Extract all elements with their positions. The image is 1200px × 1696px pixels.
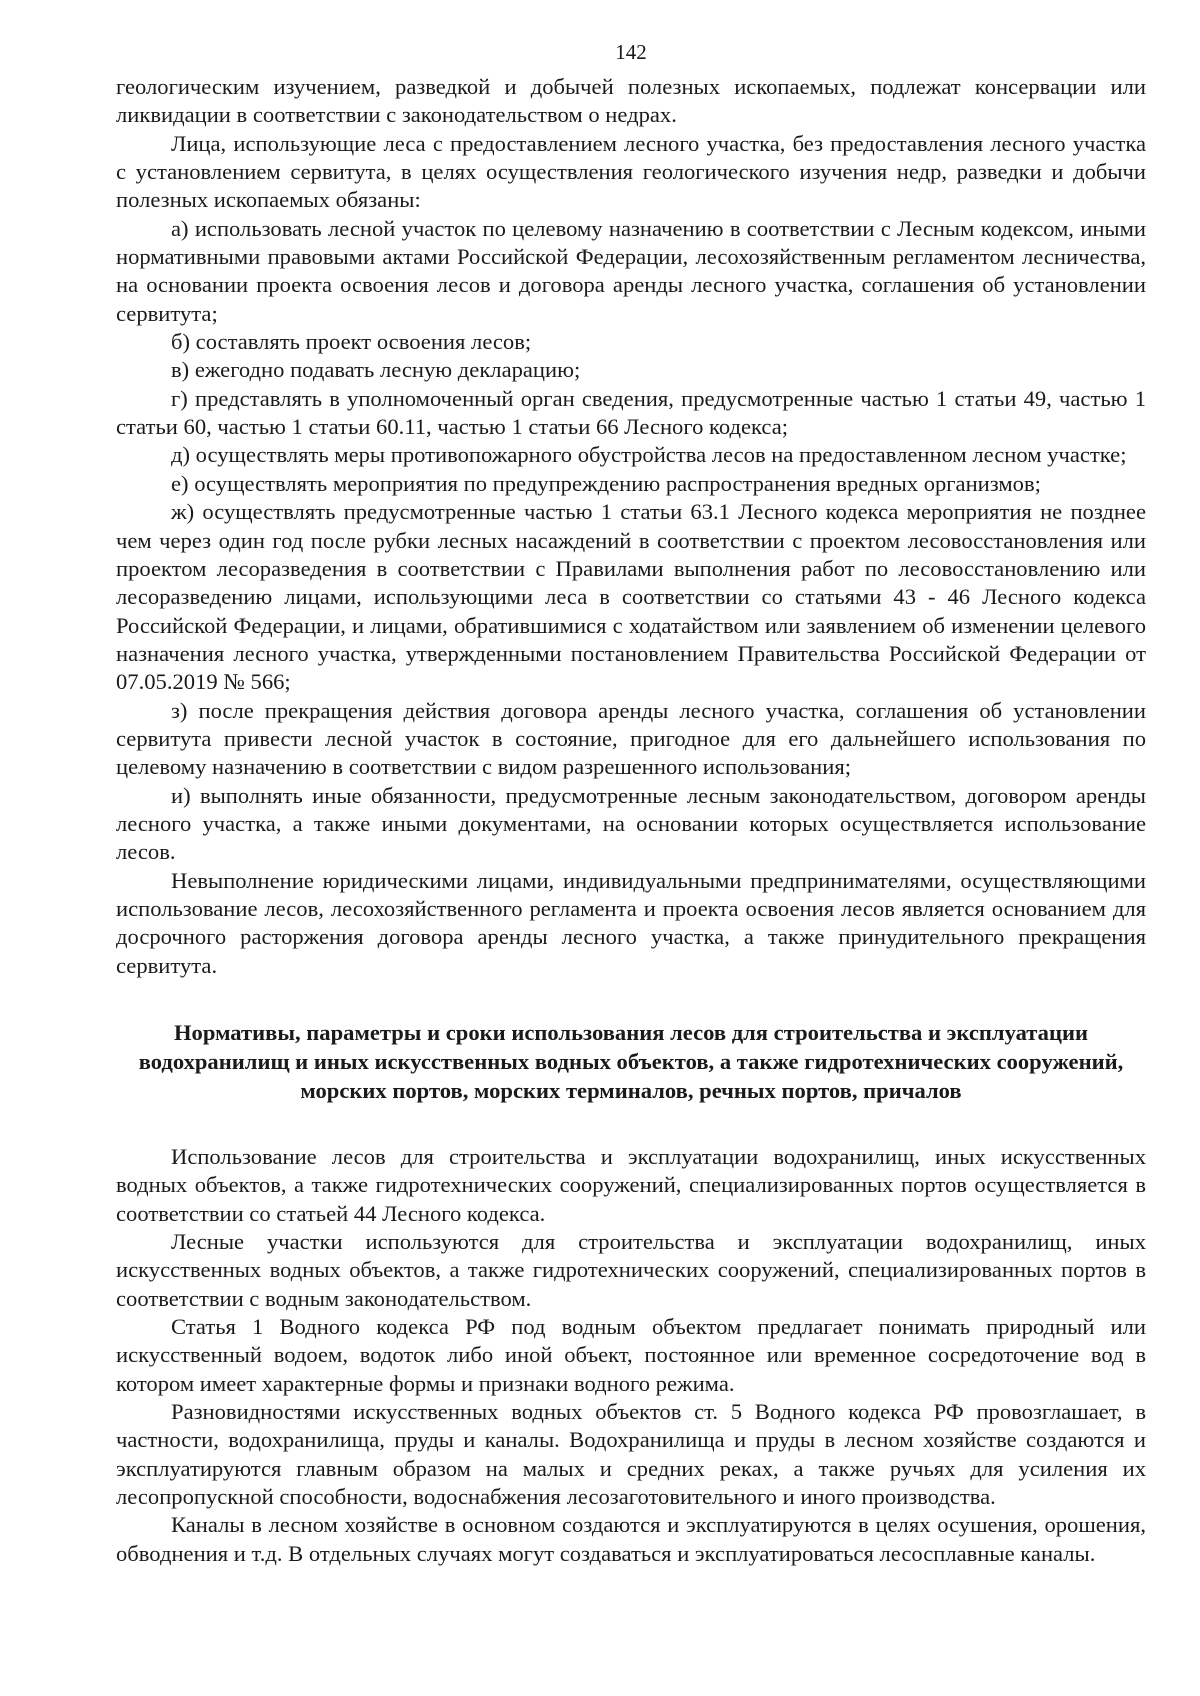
paragraph-canals: Каналы в лесном хозяйстве в основном создаются и эксплуатируются в целях осушения, орошения, обводнения и т.д. В отдельных случаях могут создаваться и эксплуатироваться лесосплавные каналы. <box>116 1512 1146 1566</box>
list-item-g: г) представлять в уполномоченный орган сведения, предусмотренные частью 1 статьи 49, частью 1 статьи 60, частью 1 статьи 60.11, частью 1 статьи 66 Лесного кодекса; <box>116 385 1146 440</box>
list-item-e: е) осуществлять мероприятия по предупреждению распространения вредных организмов; <box>171 470 1041 496</box>
paragraph-forest-plots: Лесные участки используются для строительства и эксплуатации водохранилищ, иных искусственных водных объектов, а также гидротехнических сооружений, специализированных портов в соответствии с водным законодательством. <box>116 1229 1146 1311</box>
section-heading: Нормативы, параметры и сроки использования лесов для строительства и эксплуатации водохранилищ и иных искусственных водных объектов, а также гидротехнических сооружений, морских портов, морских терминалов, речных портов, причалов <box>138 1020 1124 1103</box>
list-item-z: з) после прекращения действия договора аренды лесного участка, соглашения об установлении сервитута привести лесной участок в состояние, пригодное для его дальнейшего использования по целевому назначению в соответствии с видом разрешенного использования; <box>116 697 1146 780</box>
paragraph-water-code-article-1: Статья 1 Водного кодекса РФ под водным объектом предлагает понимать природный или искусственный водоем, водоток либо иной объект, постоянное или временное сосредоточение вод в котором имеет характерные формы и признаки водного режима. <box>116 1314 1146 1396</box>
paragraph-use-of-forests: Использование лесов для строительства и эксплуатации водохранилищ, иных искусственных водных объектов, а также гидротехнических сооружений, специализированных портов осуществляется в соответствии со статьей 44 Лесного кодекса. <box>116 1144 1146 1226</box>
list-item-v: в) ежегодно подавать лесную декларацию; <box>171 357 581 383</box>
paragraph-obligations-intro: Лица, использующие леса с предоставлением лесного участка, без предоставления лесного участка с установлением сервитута, в целях осуществления геологического изучения недр, разведки и добычи полезных ископаемых обязаны: <box>116 130 1146 213</box>
page-number: 142 <box>615 40 647 64</box>
document-page <box>116 40 1146 1568</box>
list-item-a: а) использовать лесной участок по целевому назначению в соответствии с Лесным кодексом, иными нормативными правовыми актами Российской Федерации, лесохозяйственным регламентом лесничества, на основании проекта освоения лесов и договора аренды лесного участка, соглашения об установлении сервитута; <box>116 215 1146 326</box>
list-item-d: д) осуществлять меры противопожарного обустройства лесов на предоставленном лесном участке; <box>171 442 1127 468</box>
list-item-b: б) составлять проект освоения лесов; <box>171 329 532 355</box>
paragraph-non-compliance: Невыполнение юридическими лицами, индивидуальными предпринимателями, осуществляющими использование лесов, лесохозяйственного регламента и проекта освоения лесов является основанием для досрочного расторжения договора аренды лесного участка, а также принудительного прекращения сервитута. <box>116 867 1146 978</box>
list-item-zh: ж) осуществлять предусмотренные частью 1 статьи 63.1 Лесного кодекса мероприятия не позднее чем через один год после рубки лесных насаждений в соответствии с проектом лесовосстановления или проектом лесоразведения в соответствии с Правилами выполнения работ по лесовосстановлению или лесоразведению лицами, использующими леса в соответствии со статьями 43 - 46 Лесного кодекса Российской Федерации, и лицами, обратившимися с ходатайством или заявлением об изменении целевого назначения лесного участка, утвержденными постановлением Правительства Российской Федерации от 07.05.2019 № 566; <box>116 499 1146 695</box>
list-item-i: и) выполнять иные обязанности, предусмотренные лесным законодательством, договором аренды лесного участка, а также иными документами, на основании которых осуществляется использование лесов. <box>116 782 1146 865</box>
paragraph-artificial-water-bodies: Разновидностями искусственных водных объектов ст. 5 Водного кодекса РФ провозглашает, в частности, водохранилища, пруды и каналы. Водохранилища и пруды в лесном хозяйстве создаются и эксплуатируются главным образом на малых и средних реках, а также ручьях для усиления их лесопропускной способности, водоснабжения лесозаготовительного и иного производства. <box>116 1399 1146 1510</box>
paragraph-continuation: геологическим изучением, разведкой и добычей полезных ископаемых, подлежат консервации или ликвидации в соответствии с законодательством о недрах. <box>116 74 1146 128</box>
